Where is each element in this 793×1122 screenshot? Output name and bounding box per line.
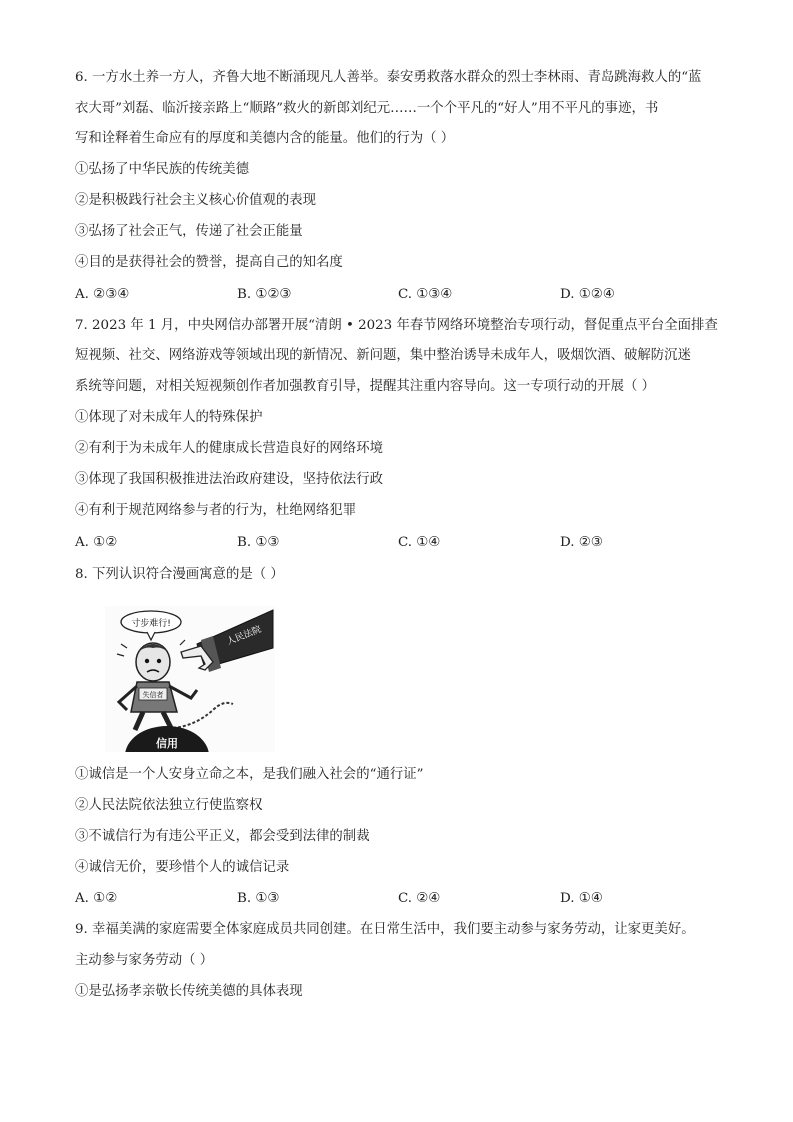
q6-statement-3: ③弘扬了社会正气，传递了社会正能量 [75,224,303,239]
q7-stem-line-2: 短视频、社交、网络游戏等领域出现的新情况、新问题，集中整治诱导未成年人，吸烟饮酒、破解防沉迷 [75,348,691,363]
q6-stem-line-2: 衣大哥”刘磊、临沂接亲路上“顺路”救火的新郎刘纪元……一个个平凡的“好人”用不平凡的事迹，书 [75,101,659,116]
q8-statement-3: ③不诚信行为有违公平正义，都会受到法律的制裁 [75,829,370,844]
q7-option-a: A. ①② [75,535,118,550]
q7-statement-1: ①体现了对未成年人的特殊保护 [75,410,263,425]
q7-statement-3: ③体现了我国积极推进法治政府建设，坚持依法行政 [75,472,383,487]
q6-statement-1: ①弘扬了中华民族的传统美德 [75,162,250,177]
q7-option-b: B. ①③ [237,535,280,550]
q8-statement-1: ①诚信是一个人安身立命之本，是我们融入社会的“通行证” [75,767,424,782]
cartoon-sleeve-text: 人民法院 [225,624,263,648]
q6-options [75,285,725,305]
q8-statement-2: ②人民法院依法独立行使监察权 [75,798,263,813]
q9-statement-1: ①是弘扬孝亲敬长传统美德的具体表现 [75,984,303,999]
q6-option-b: B. ①②③ [237,287,292,302]
q8-statement-4: ④诚信无价，要珍惜个人的诚信记录 [75,860,290,875]
q8-options [75,889,725,909]
q6-stem-line-3: 写和诠释着生命应有的厚度和美德内含的能量。他们的行为（ ） [75,131,455,146]
q9-stem-line-2: 主动参与家务劳动（ ） [75,953,214,968]
cartoon-shirt-text: 失信者 [142,691,164,699]
q6-statement-2: ②是积极践行社会主义核心价值观的表现 [75,193,317,208]
q8-option-c: C. ②④ [398,891,441,906]
q8-stem: 8. 下列认识符合漫画寓意的是（ ） [75,567,284,582]
q6-option-a: A. ②③④ [75,287,130,302]
cartoon-ball-text: 信用 [156,737,178,750]
q8-option-d: D. ①④ [560,891,603,906]
q6-option-d: D. ①②④ [560,287,615,302]
q6-statement-4: ④目的是获得社会的赞誉，提高自己的知名度 [75,255,343,270]
q7-stem-line-1: 7. 2023 年 1 月，中央网信办部署开展“清朗 • 2023 年春节网络环境整治专项行动，督促重点平台全面排查 [75,318,718,333]
q8-cartoon-illustration [105,606,275,752]
q7-statement-2: ②有利于为未成年人的健康成长营造良好的网络环境 [75,441,383,456]
q7-option-c: C. ①④ [398,535,441,550]
q8-option-b: B. ①③ [237,891,280,906]
q6-stem-line-1: 6. 一方水土养一方人，齐鲁大地不断涌现凡人善举。泰安勇救落水群众的烈士李林雨、青岛跳海救人的“蓝 [75,70,702,85]
q8-option-a: A. ①② [75,891,118,906]
q7-options [75,533,725,553]
q7-stem-line-3: 系统等问题，对相关短视频创作者加强教育引导，提醒其注重内容导向。这一专项行动的开展（ ） [75,379,656,394]
q7-statement-4: ④有利于规范网络参与者的行为，杜绝网络犯罪 [75,503,357,518]
q6-option-c: C. ①③④ [398,287,453,302]
cartoon-bubble-text: 寸步难行! [131,619,171,629]
q7-option-d: D. ②③ [560,535,603,550]
q9-stem-line-1: 9. 幸福美满的家庭需要全体家庭成员共同创建。在日常生活中，我们要主动参与家务劳动，让家更美好。 [75,922,695,937]
